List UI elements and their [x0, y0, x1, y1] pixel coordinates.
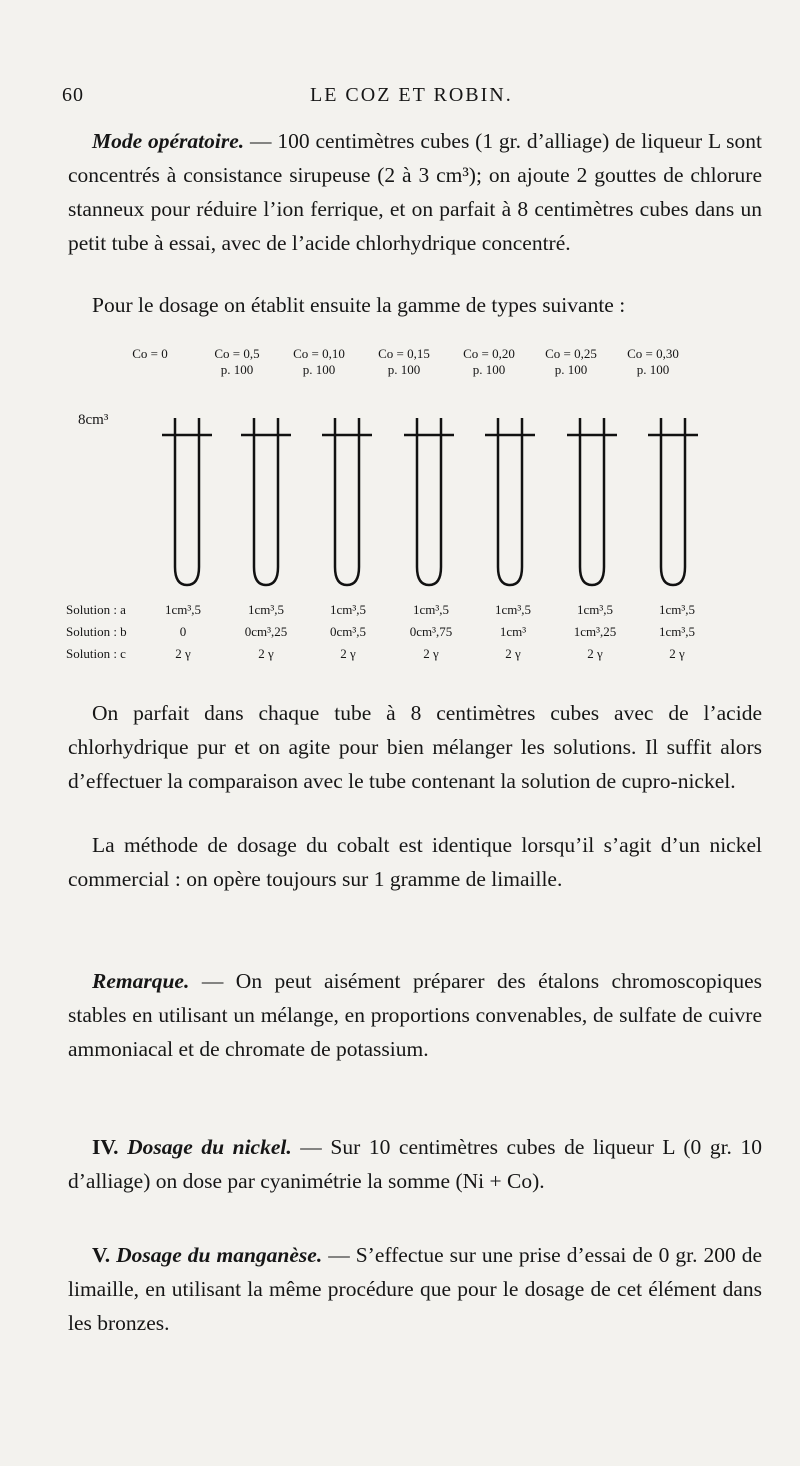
paragraph-mode-operatoire	[68, 124, 762, 260]
dosage-manganese-heading: Dosage du manganèse.	[116, 1243, 323, 1267]
mode-operatoire-text: — 100 centimètres cubes (1 gr. d’alliage) de liqueur L sont concentrés à consistance sirupeuse (2 à 3 cm³); on ajoute 2 gouttes de chlorure stanneux pour réduire l’ion ferrique, et on parfait à 8 centimètres cubes dans un petit tube à essai, avec de l’acide chlorhydrique concentré.	[68, 129, 762, 255]
mode-operatoire-lead: Mode opératoire.	[92, 129, 245, 153]
test-tube-3	[322, 415, 358, 590]
test-tube-5	[485, 415, 521, 590]
test-tube-6	[567, 415, 603, 590]
page-number: 60	[62, 84, 84, 106]
test-tube-4	[404, 415, 440, 590]
remarque-text: — On peut aisément préparer des étalons chromoscopiques stables en utilisant un mélange, en proportions convenables, de sulfate de cuivre ammoniacal et de chromate de potassium.	[68, 969, 762, 1061]
dosage-nickel-heading: Dosage du nickel.	[127, 1135, 292, 1159]
paragraph-dosage-nickel	[68, 1130, 762, 1198]
solution-row-b: Solution : b 0 0cm³,25 0cm³,5 0cm³,75 1cm³ 1cm³,25 1cm³,5	[66, 624, 696, 639]
volume-mark-label: 8cm³	[78, 412, 109, 428]
page-header	[62, 84, 762, 114]
dosage-manganese-text: — S’effectue sur une prise d’essai de 0 gr. 200 de limaille, en utilisant la même procédure que pour le dosage de cet élément dans les bronzes.	[68, 1243, 763, 1335]
paragraph-gamme-intro: Pour le dosage on établit ensuite la gamme de types suivante :	[92, 293, 626, 317]
tube-label-1: Co = 0	[132, 346, 168, 361]
paragraph-parfait: On parfait dans chaque tube à 8 centimètres cubes avec de l’acide chlorhydrique pur et on agite pour bien mélanger les solutions. Il suffit alors d’effectuer la comparaison avec le tube contenant la solution de cupro-nickel.	[68, 701, 762, 793]
tube-label-2: Co = 0,5 p. 100	[214, 346, 260, 377]
running-title: LE COZ ET ROBIN.	[310, 84, 513, 106]
paragraph-remarque	[68, 964, 762, 1066]
dosage-nickel-text: — Sur 10 centimètres cubes de liqueur L (0 gr. 10 d’alliage) on dose par cyanimétrie la somme (Ni + Co).	[68, 1135, 762, 1193]
paragraph-dosage-manganese	[68, 1238, 762, 1340]
solution-row-c: Solution : c 2 γ 2 γ 2 γ 2 γ 2 γ 2 γ 2 γ	[66, 646, 685, 661]
tube-label-4: Co = 0,15 p. 100	[378, 346, 430, 377]
remarque-lead: Remarque.	[92, 969, 190, 993]
test-tube-1	[162, 415, 198, 590]
paragraph-methode-cobalt: La méthode de dosage du cobalt est identique lorsqu’il s’agit d’un nickel commercial : on opère toujours sur 1 gramme de limaille.	[68, 833, 762, 891]
test-tube-7	[648, 415, 684, 590]
tube-label-5: Co = 0,20 p. 100	[463, 346, 515, 377]
section-number-v: V.	[92, 1243, 111, 1267]
test-tube-figure	[66, 340, 750, 680]
tube-label-7: Co = 0,30 p. 100	[627, 346, 679, 377]
section-number-iv: IV.	[92, 1135, 119, 1159]
tube-label-6: Co = 0,25 p. 100	[545, 346, 597, 377]
solution-row-a: Solution : a 1cm³,5 1cm³,5 1cm³,5 1cm³,5 1cm³,5 1cm³,5 1cm³,5	[66, 602, 696, 617]
tube-label-3: Co = 0,10 p. 100	[293, 346, 345, 377]
test-tube-2	[241, 415, 277, 590]
